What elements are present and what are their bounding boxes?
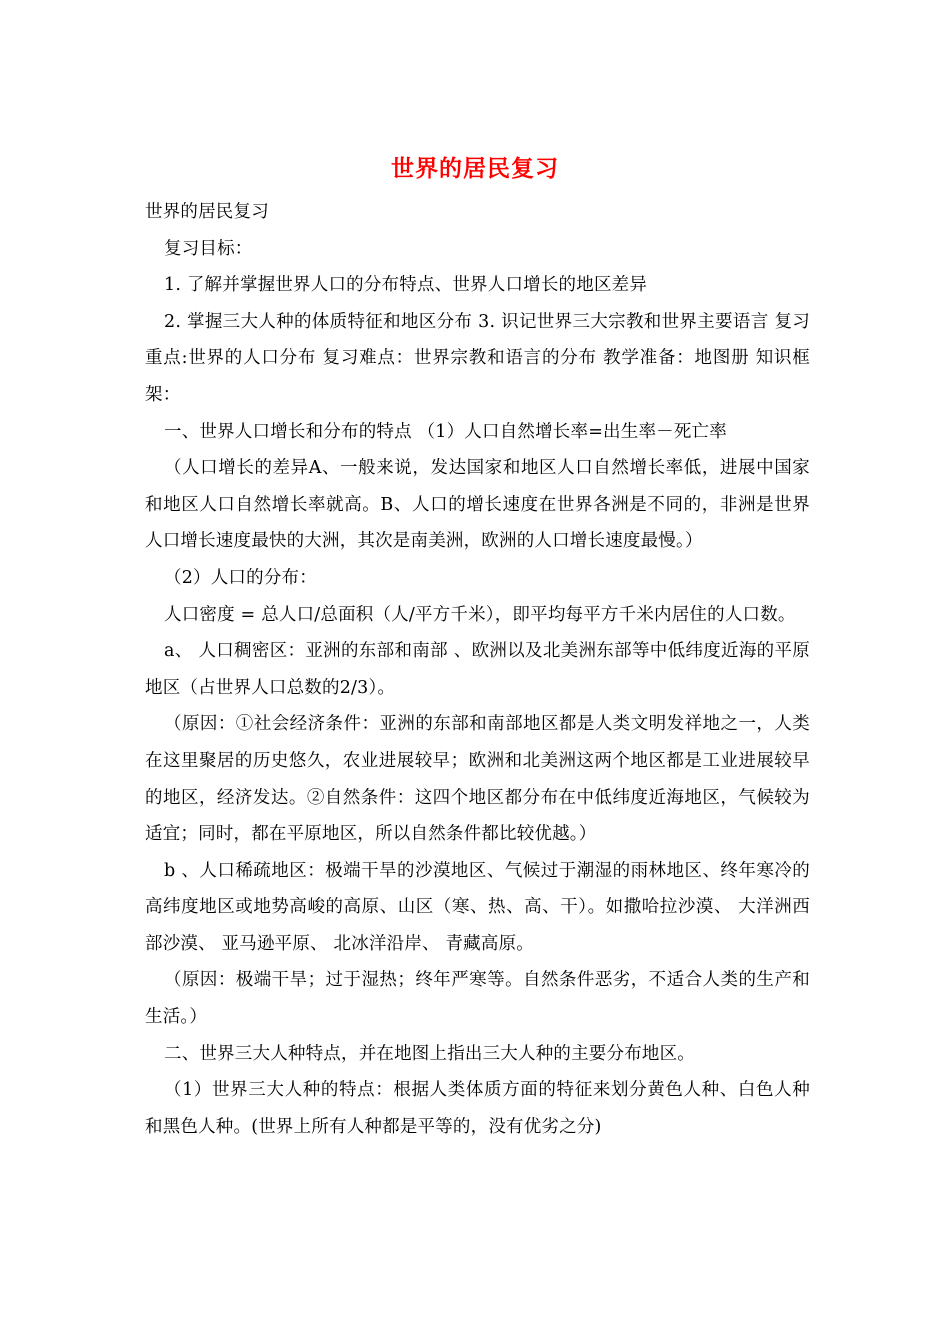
paragraph-sparse-reason: （原因：极端干旱；过于湿热；终年严寒等。自然条件恶劣，不适合人类的生产和生活。） (145, 970, 810, 1028)
document-title: 世界的居民复习 (391, 155, 559, 182)
paragraph-goal-1: 1. 了解并掌握世界人口的分布特点、世界人口增长的地区差异 (164, 275, 648, 296)
paragraph-distribution: （2）人口的分布： (164, 567, 317, 588)
paragraph-review-goals: 复习目标： (164, 238, 253, 259)
paragraph-section-2: 二、世界三大人种特点，并在地图上指出三大人种的主要分布地区。 (164, 1043, 695, 1064)
document-body (145, 194, 810, 1145)
paragraph-dense-reason: （原因：①社会经济条件：亚洲的东部和南部地区都是人类文明发祥地之一，人类在这里聚居的历史悠久，农业进展较早；欧洲和北美洲这两个地区都是工业进展较早的地区，经济发达。②自然条件：这四个地区都分布在中低纬度近海地区，气候较为适宜；同时，都在平原地区，所以自然条件都比较优越。） (145, 714, 810, 845)
paragraph-density: 人口密度 = 总人口/总面积（人/平方千米），即平均每平方千米内居住的人口数。 (164, 604, 796, 625)
paragraph-heading: 世界的居民复习 (145, 202, 269, 222)
paragraph-dense-area: a、 人口稠密区：亚洲的东部和南部 、欧洲以及北美洲东部等中低纬度近海的平原地区（占世界人口总数的2/3）。 (145, 641, 810, 698)
paragraph-goal-2-3: 2. 掌握三大人种的体质特征和地区分布 3. 识记世界三大宗教和世界主要语言 复习重点:世界的人口分布 复习难点：世界宗教和语言的分布 教学准备：地图册 知识框架： (145, 311, 810, 405)
paragraph-sparse-area: b 、人口稀疏地区：极端干旱的沙漠地区、气候过于潮湿的雨林地区、终年寒冷的高纬度地区或地势高峻的高原、山区（寒、热、高、干）。如撒哈拉沙漠、 大洋洲西部沙漠、 亚马逊平原、 北冰洋沿岸、 青藏高原。 (145, 860, 810, 954)
paragraph-section-1: 一、世界人口增长和分布的特点 （1）人口自然增长率=出生率－死亡率 (164, 421, 727, 442)
paragraph-races: （1）世界三大人种的特点：根据人类体质方面的特征来划分黄色人种、白色人种和黑色人种。(世界上所有人种都是平等的，没有优劣之分) (145, 1080, 810, 1137)
paragraph-growth-difference: （人口增长的差异A、一般来说，发达国家和地区人口自然增长率低，进展中国家和地区人口自然增长率就高。B、人口的增长速度在世界各洲是不同的，非洲是世界人口增长速度最快的大洲，其次是南美洲，欧洲的人口增长速度最慢。） (145, 458, 810, 552)
